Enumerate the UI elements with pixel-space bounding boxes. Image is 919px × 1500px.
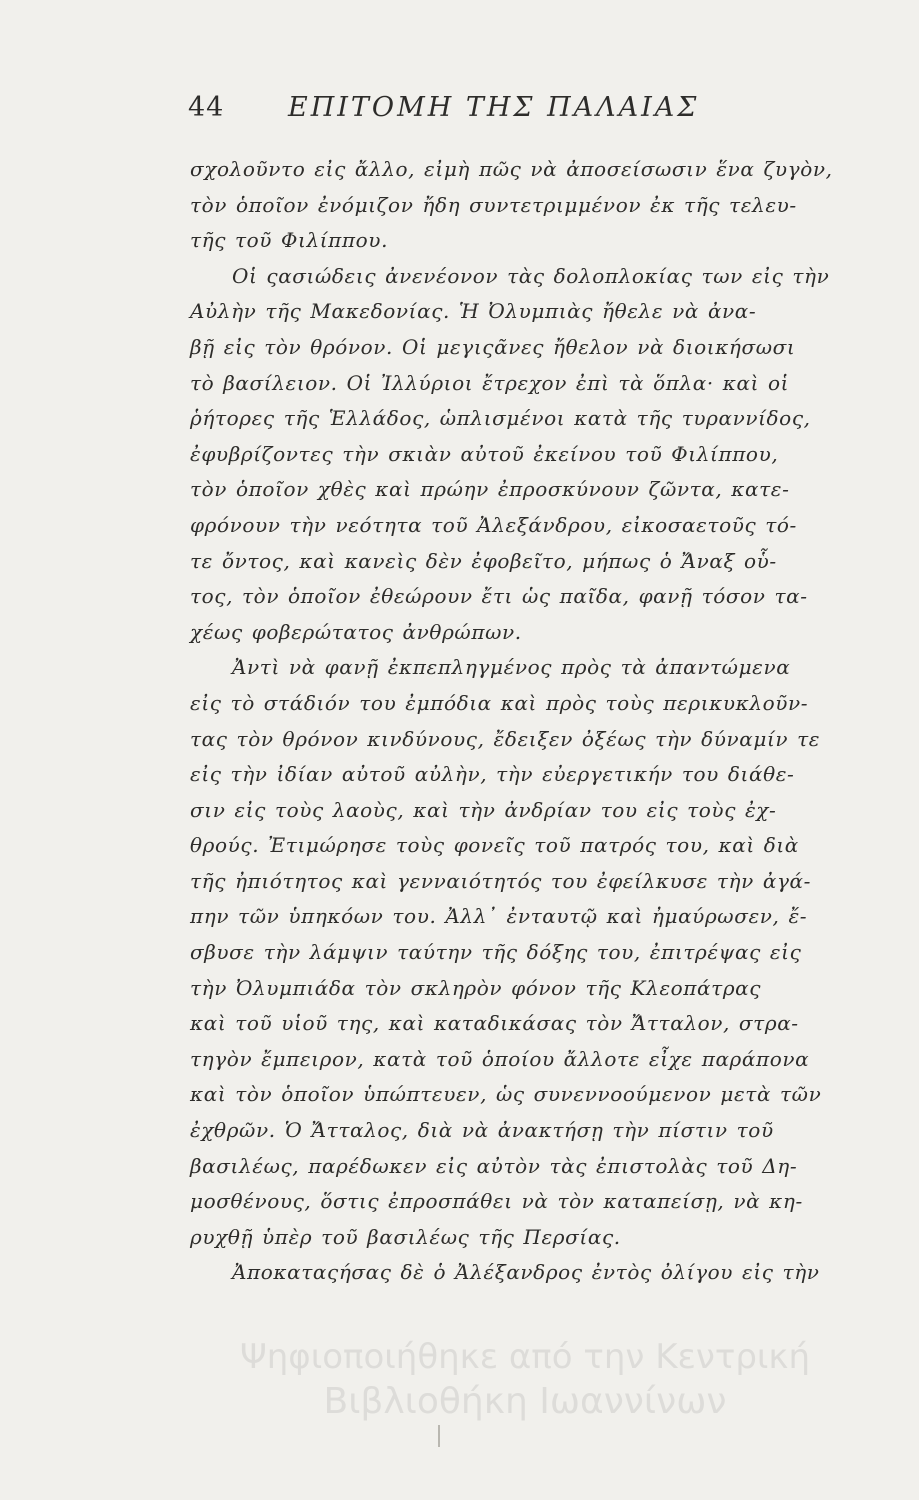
text-line: τὸν ὁποῖον χθὲς καὶ πρώην ἐπροσκύνουν ζῶντα, κατε- [190, 477, 790, 502]
paragraph-4 [190, 1255, 820, 1291]
running-header [188, 88, 748, 132]
text-line: σχολοῦντο εἰς ἄλλο, εἰμὴ πῶς νὰ ἀποσείσωσιν ἕνα ζυγὸν, [190, 157, 833, 181]
text-line: σβυσε τὴν λάμψιν ταύτην τῆς δόξης του, ἐπιτρέψας εἰς [190, 940, 802, 965]
text-line: χέως φοβερώτατος ἀνθρώπων. [190, 619, 522, 644]
text-line: βῇ εἰς τὸν θρόνον. Οἱ μεγιςᾶνες ἤθελον νὰ διοικήσωσι [190, 334, 796, 359]
text-line: Ἀποκαταςήσας δὲ ὁ Ἀλέξανδρος ἐντὸς ὀλίγου εἰς τὴν [232, 1260, 820, 1285]
body-text [190, 152, 833, 1291]
text-line: τε ὄντος, καὶ κανεὶς δὲν ἐφοβεῖτο, μήπως ὁ Ἄναξ οὗ- [190, 548, 777, 573]
text-line: εἰς τὸ στάδιόν του ἐμπόδια καὶ πρὸς τοὺς περικυκλοῦν- [190, 690, 809, 715]
running-title: ΕΠΙΤΟΜΗ ΤΗΣ ΠΑΛΑΙΑΣ [288, 92, 700, 123]
text-line: φρόνουν τὴν νεότητα τοῦ Ἀλεξάνδρου, εἰκοσαετοῦς τό- [190, 512, 797, 537]
text-line: Ἀντὶ νὰ φανῇ ἐκπεπληγμένος πρὸς τὰ ἀπαντώμενα [232, 655, 791, 680]
text-line: καὶ τοῦ υἱοῦ της, καὶ καταδικάσας τὸν Ἄτταλον, στρα- [190, 1011, 799, 1036]
page-number: 44 [188, 92, 225, 123]
text-line: εἰς τὴν ἰδίαν αὐτοῦ αὐλὴν, τὴν εὐεργετικήν του διάθε- [190, 762, 795, 787]
library-watermark [160, 1335, 890, 1425]
paragraph-2 [190, 259, 830, 651]
watermark-line-2: Βιβλιοθήκη Ιωαννίνων [323, 1381, 727, 1422]
paragraph-3 [190, 650, 822, 1255]
text-line: μοσθένους, ὅστις ἐπροσπάθει νὰ τὸν καταπείσῃ, νὰ κη- [190, 1189, 803, 1214]
text-line: τας τὸν θρόνον κινδύνους, ἔδειξεν ὀξέως τὴν δύναμίν τε [190, 726, 821, 751]
text-line: τῆς ἠπιότητος καὶ γενναιότητός του ἐφείλκυσε τὴν ἀγά- [190, 868, 811, 893]
text-line: τὸν ὁποῖον ἐνόμιζον ἤδη συντετριμμένον ἐκ τῆς τελευ- [190, 192, 797, 217]
text-line: πην τῶν ὑπηκόων του. Ἀλλ᾽ ἐνταυτῷ καὶ ἠμαύρωσεν, ἔ- [190, 904, 808, 929]
text-line: Οἱ ςασιώδεις ἀνενέονον τὰς δολοπλοκίας των εἰς τὴν [232, 263, 830, 288]
text-line: τὸ βασίλειον. Οἱ Ἰλλύριοι ἔτρεχον ἐπὶ τὰ ὅπλα· καὶ οἱ [190, 370, 790, 395]
text-line: τὴν Ὀλυμπιάδα τὸν σκληρὸν φόνον τῆς Κλεοπάτρας [190, 975, 762, 1000]
watermark-line-1: Ψηφιοποιήθηκε από την Κεντρική [239, 1337, 811, 1377]
text-line: Αὐλὴν τῆς Μακεδονίας. Ἡ Ὀλυμπιὰς ἤθελε νὰ ἀνα- [190, 299, 757, 324]
text-line: βασιλέως, παρέδωκεν εἰς αὐτὸν τὰς ἐπιστολὰς τοῦ Δη- [190, 1153, 798, 1178]
text-line: ἐχθρῶν. Ὁ Ἄτταλος, διὰ νὰ ἀνακτήσῃ τὴν πίστιν τοῦ [190, 1118, 774, 1143]
page-mark [438, 1425, 440, 1447]
text-line: θρούς. Ἐτιμώρησε τοὺς φονεῖς τοῦ πατρός του, καὶ διὰ [190, 833, 799, 858]
text-line: ῥήτορες τῆς Ἑλλάδος, ὡπλισμένοι κατὰ τῆς τυραννίδος, [190, 406, 811, 431]
text-line: τηγὸν ἔμπειρον, κατὰ τοῦ ὁποίου ἄλλοτε εἶχε παράπονα [190, 1046, 810, 1071]
text-line: καὶ τὸν ὁποῖον ὑπώπτευεν, ὡς συνεννοούμενον μετὰ τῶν [190, 1082, 822, 1107]
text-line: τος, τὸν ὁποῖον ἐθεώρουν ἔτι ὡς παῖδα, φανῇ τόσον τα- [190, 584, 808, 609]
text-line: τῆς τοῦ Φιλίππου. [190, 228, 389, 253]
text-line: ρυχθῇ ὑπὲρ τοῦ βασιλέως τῆς Περσίας. [190, 1224, 621, 1249]
text-line: σιν εἰς τοὺς λαοὺς, καὶ τὴν ἀνδρίαν του εἰς τοὺς ἐχ- [190, 797, 777, 822]
text-line: ἐφυβρίζοντες τὴν σκιὰν αὐτοῦ ἐκείνου τοῦ Φιλίππου, [190, 441, 779, 466]
paragraph-1 [190, 152, 833, 259]
